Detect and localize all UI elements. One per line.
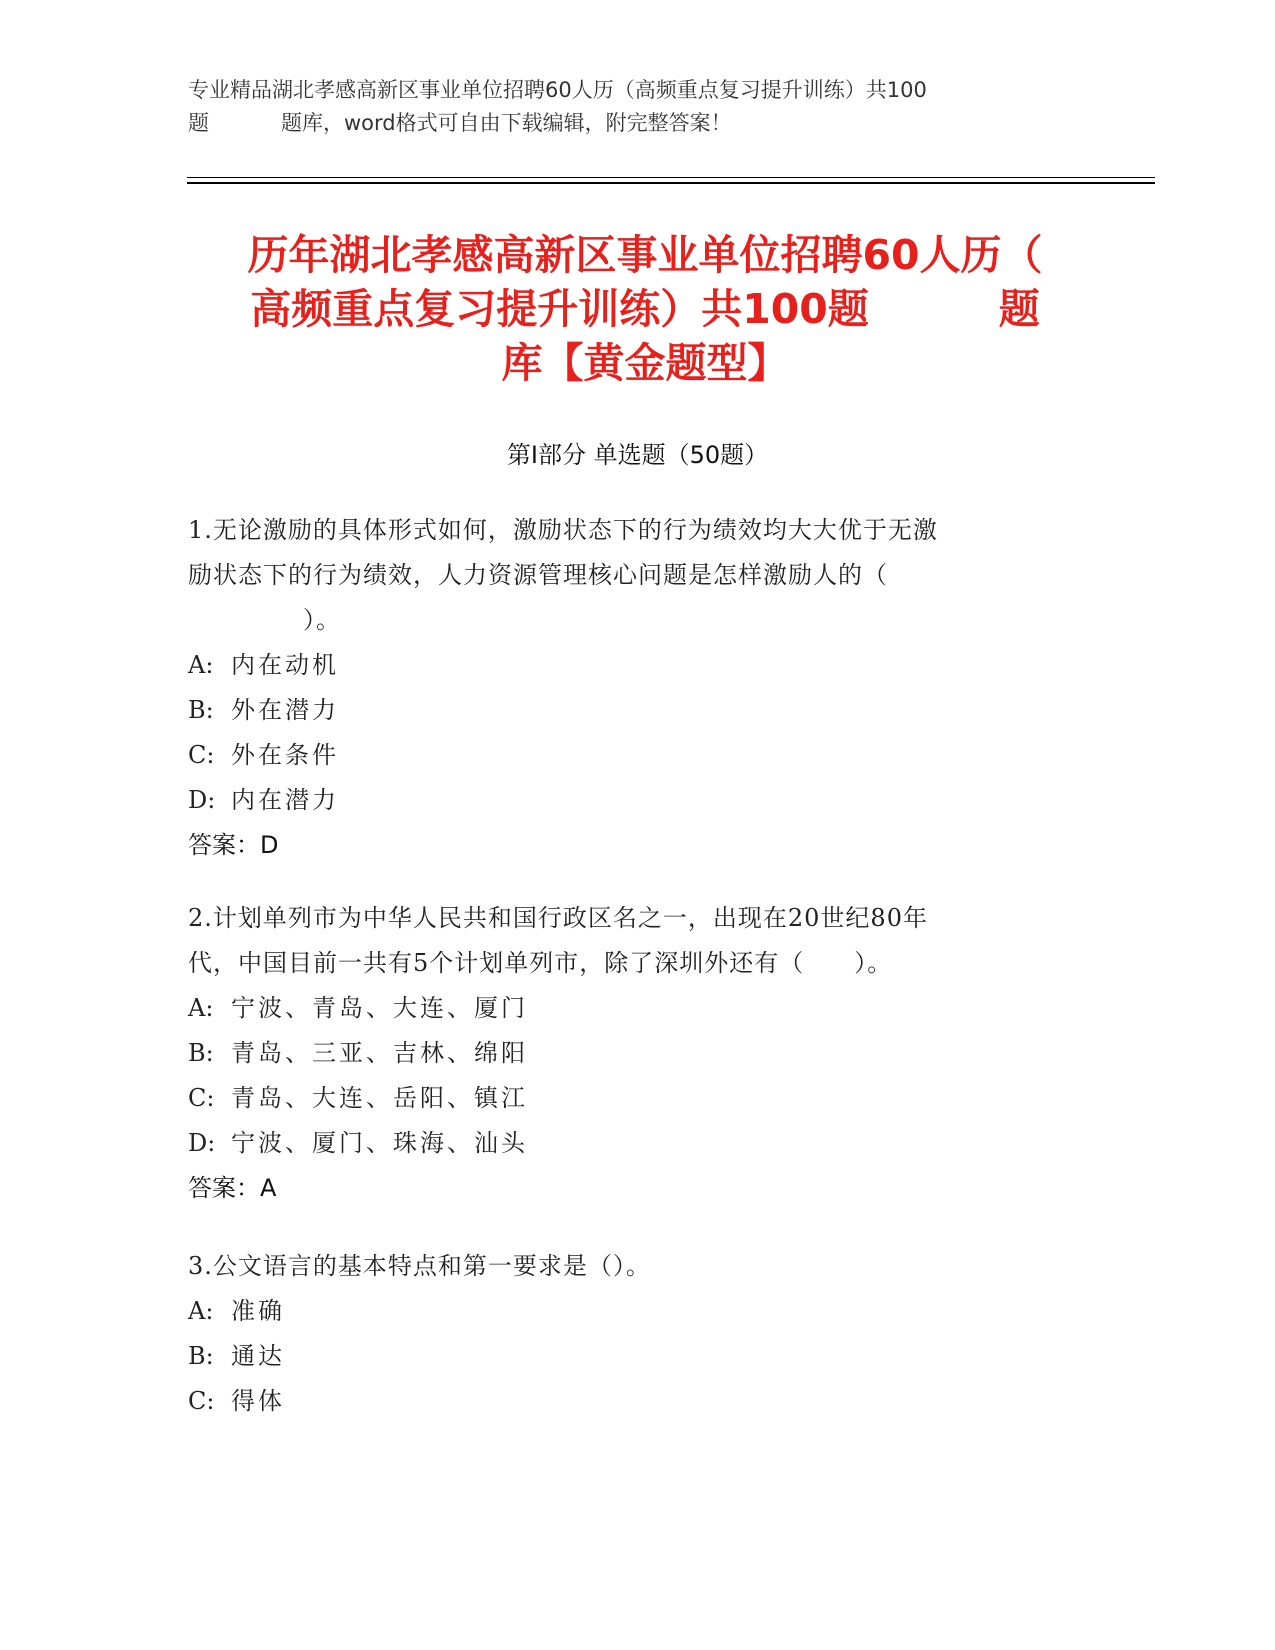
stem-line: 代，中国目前一共有5个计划单列市，除了深圳外还有（ ）。 — [188, 949, 893, 977]
option-key: B: — [188, 1342, 214, 1370]
question-1 — [188, 508, 1088, 868]
option-key: D: — [188, 786, 216, 814]
option-text: 青岛、三亚、吉林、绵阳 — [231, 1039, 528, 1067]
option-key: C: — [188, 1084, 215, 1112]
option-c — [188, 733, 1088, 778]
option-key: C: — [188, 741, 215, 769]
header-divider-thin — [187, 177, 1155, 178]
option-a — [188, 1289, 1088, 1334]
option-key: B: — [188, 696, 214, 724]
header-line-2-end: 题库，word格式可自由下载编辑，附完整答案！ — [281, 111, 732, 135]
option-key: A: — [188, 994, 214, 1022]
option-text: 宁波、厦门、珠海、汕头 — [231, 1129, 528, 1157]
option-b — [188, 1031, 1088, 1076]
option-text: 通达 — [231, 1342, 285, 1370]
document-title — [180, 228, 1110, 390]
option-key: C: — [188, 1387, 215, 1415]
title-line-1: 历年湖北孝感高新区事业单位招聘60人历（ — [247, 231, 1043, 279]
option-key: D: — [188, 1129, 216, 1157]
header-line-2-start: 题 — [188, 111, 209, 135]
stem-line-text: ）。 — [303, 606, 341, 634]
option-text: 外在条件 — [231, 741, 339, 769]
option-a — [188, 643, 1088, 688]
header-line-2 — [188, 107, 1068, 140]
header-divider-thick — [187, 182, 1155, 184]
title-line-3: 库【黄金题型】 — [501, 339, 789, 387]
option-d — [188, 778, 1088, 823]
option-c — [188, 1379, 1088, 1424]
answer-line: 答案：D — [188, 831, 279, 859]
answer-line: 答案：A — [188, 1174, 277, 1202]
stem-line: 1.无论激励的具体形式如何，激励状态下的行为绩效均大大优于无激 — [188, 516, 938, 544]
option-text: 内在潜力 — [231, 786, 339, 814]
stem-line: 3.公文语言的基本特点和第一要求是（）。 — [188, 1252, 651, 1280]
stem-line — [188, 598, 1088, 643]
option-text: 外在潜力 — [231, 696, 339, 724]
page-header — [188, 74, 1068, 140]
section-title: 第Ⅰ部分 单选题（50题） — [506, 441, 769, 469]
option-d — [188, 1121, 1088, 1166]
question-2 — [188, 896, 1088, 1211]
option-a — [188, 986, 1088, 1031]
header-line-1: 专业精品湖北孝感高新区事业单位招聘60人历（高频重点复习提升训练）共100 — [188, 78, 927, 102]
question-3 — [188, 1244, 1088, 1424]
option-text: 青岛、大连、岳阳、镇江 — [231, 1084, 528, 1112]
option-b — [188, 1334, 1088, 1379]
option-key: B: — [188, 1039, 214, 1067]
stem-line: 励状态下的行为绩效，人力资源管理核心问题是怎样激励人的（ — [188, 561, 888, 589]
option-key: A: — [188, 651, 214, 679]
title-line-2-end: 题 — [998, 285, 1040, 333]
question-stem — [188, 508, 1088, 643]
title-line-2-start: 高频重点复习提升训练）共100题 — [250, 285, 869, 333]
option-b — [188, 688, 1088, 733]
option-text: 宁波、青岛、大连、厦门 — [231, 994, 528, 1022]
option-text: 得体 — [231, 1387, 285, 1415]
option-text: 准确 — [231, 1297, 285, 1325]
question-stem — [188, 1244, 1088, 1289]
option-c — [188, 1076, 1088, 1121]
title-line-2 — [180, 282, 1110, 336]
question-stem — [188, 896, 1088, 986]
stem-line: 2.计划单列市为中华人民共和国行政区名之一，出现在20世纪80年 — [188, 904, 928, 932]
option-key: A: — [188, 1297, 214, 1325]
option-text: 内在动机 — [231, 651, 339, 679]
